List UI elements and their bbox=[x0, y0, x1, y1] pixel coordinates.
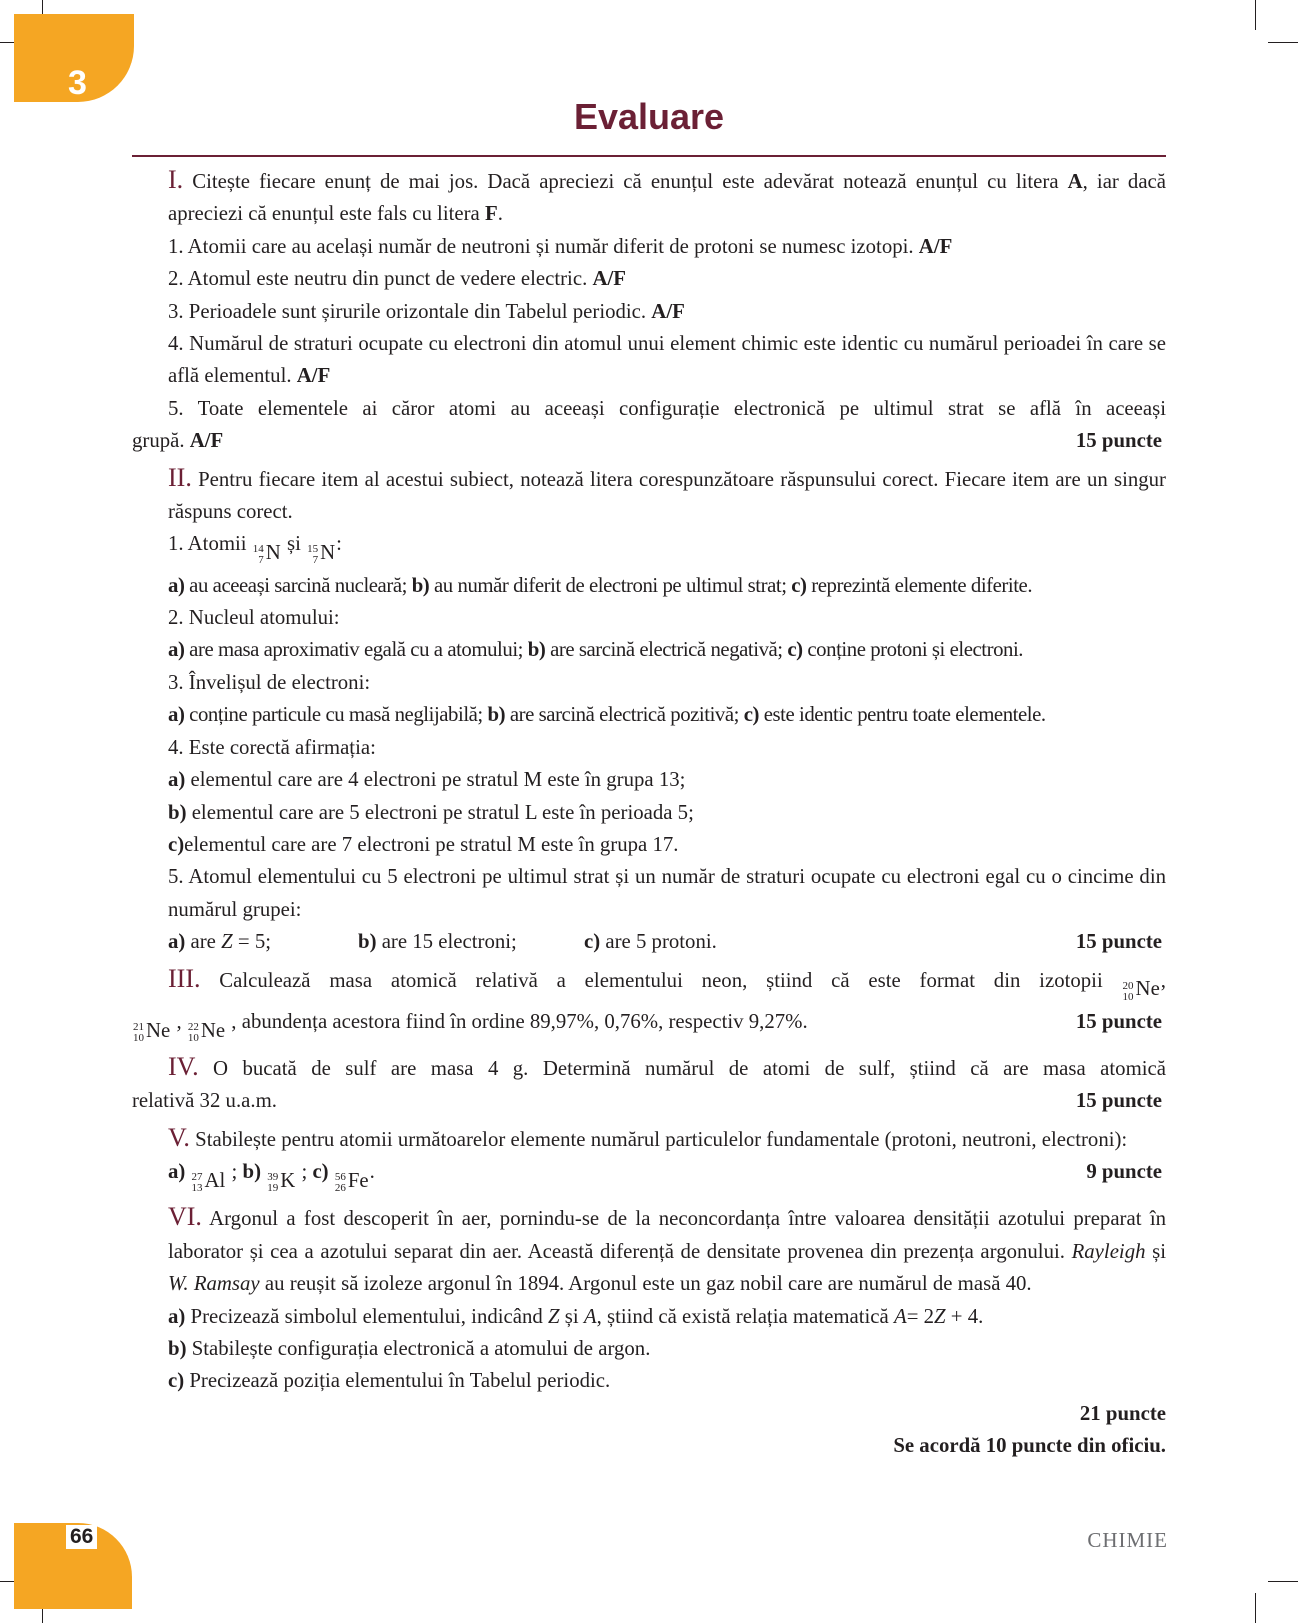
section-6-text: VI. Argonul a fost descoperit în aer, pornindu-se de la neconcordanța între valoarea densității azotului preparat în laborator și cea a azotului separat din aer. Această diferență de densitate provenea din prezența argonului. Rayleigh și W. Ramsay au reușit să izoleze argonul în 1894. Argonul este un gaz nobil care are numărul de masă 40. bbox=[168, 1202, 1166, 1296]
section-2-answers-5: a) are Z = 5; b) are 15 electroni; c) are 5 protoni. 15 puncte bbox=[132, 926, 1166, 958]
section-1-points: 15 puncte bbox=[1075, 429, 1162, 453]
isotope-ne22: 22 10 Ne bbox=[187, 1018, 226, 1044]
section-5-items: a) 27 13 Al ; b) 39 19 K ; c) 56 26 Fe . 9 puncte bbox=[132, 1156, 1166, 1197]
title-rule bbox=[132, 155, 1166, 157]
isotope-fe56: 56 26 Fe bbox=[334, 1168, 369, 1195]
section-1-item-5-end: grupă. A/F 15 puncte bbox=[132, 425, 1166, 457]
section-2-question-1: 1. Atomii 14 7 N și 15 7 N : bbox=[132, 528, 1166, 569]
section-4-text: IV. O bucată de sulf are masa 4 g. Determină numărul de atomi de sulf, știind că are masa atomică bbox=[168, 1051, 1166, 1081]
page-title: Evaluare bbox=[573, 96, 725, 137]
isotope-ne20: 20 10 Ne bbox=[1122, 977, 1160, 1003]
section-1-item: 2. Atomul este neutru din punct de vedere electric. A/F bbox=[168, 267, 626, 291]
evaluation-content bbox=[132, 160, 1166, 1463]
section-2-answers-1: a) au aceeași sarcină nucleară; b) au număr diferit de electroni pe ultimul strat; c) reprezintă elemente diferite. bbox=[168, 573, 1033, 597]
section-6-item-c: c) Precizează poziția elementului în Tabelul periodic. bbox=[168, 1369, 611, 1393]
crop-mark bbox=[1255, 0, 1256, 30]
chapter-number: 3 bbox=[68, 64, 87, 102]
bonus-points-note: Se acordă 10 puncte din oficiu. bbox=[893, 1434, 1166, 1458]
section-5-points: 9 puncte bbox=[1086, 1160, 1162, 1184]
section-2-answer-4c: c)elementul care are 7 electroni pe stratul M este în grupa 17. bbox=[168, 832, 679, 856]
section-2-points: 15 puncte bbox=[1075, 930, 1162, 954]
section-1-item: 1. Atomii care au același număr de neutroni și număr diferit de protoni se numesc izotopi. A/F bbox=[168, 234, 953, 258]
section-2-answers-3: a) conține particule cu masă neglijabilă; b) are sarcină electrică pozitivă; c) este identic pentru toate elementele. bbox=[168, 703, 1046, 727]
section-1-item: 4. Numărul de straturi ocupate cu electroni din atomul unui element chimic este identic cu numărul perioadei în care se află elementul. A/F bbox=[168, 332, 1166, 388]
section-2-numeral: II. bbox=[168, 462, 192, 492]
section-6-item-b: b) Stabilește configurația electronică a atomului de argon. bbox=[168, 1337, 651, 1360]
section-4-text-end: relativă 32 u.a.m. 15 puncte bbox=[132, 1085, 1166, 1117]
isotope-ne21: 21 10 Ne bbox=[133, 1018, 171, 1044]
section-3-points: 15 puncte bbox=[1075, 1009, 1162, 1033]
isotope-n15: 15 7 N bbox=[307, 541, 336, 567]
section-6-points: 21 puncte bbox=[1079, 1401, 1166, 1425]
crop-mark bbox=[1255, 1593, 1256, 1623]
section-5-text: V. Stabilește pentru atomii următoarelor elemente numărul particulelor fundamentale (protoni, neutroni, electroni): bbox=[168, 1122, 1128, 1152]
section-2-answers-2: a) are masa aproximativ egală cu a atomului; b) are sarcină electrică negativă; c) conține protoni și electroni. bbox=[168, 638, 1024, 662]
crop-mark bbox=[1268, 1581, 1298, 1582]
footer-subject: CHIMIE bbox=[1087, 1528, 1168, 1552]
section-1-item: 3. Perioadele sunt șirurile orizontale din Tabelul periodic. A/F bbox=[168, 299, 685, 323]
section-3-numeral: III. bbox=[168, 963, 201, 993]
section-3-text-end: 21 10 Ne , 22 10 Ne , abundența acestora fiind în ordine 89,97%, 0,76%, respectiv 9,27%. 15 puncte bbox=[132, 1006, 1166, 1047]
section-6-numeral: VI. bbox=[168, 1202, 202, 1232]
section-2-answer-4b: b) elementul care are 5 electroni pe stratul L este în perioada 5; bbox=[168, 800, 694, 824]
section-4-numeral: IV. bbox=[168, 1051, 199, 1081]
section-4-points: 15 puncte bbox=[1075, 1089, 1162, 1113]
section-1-item-5: 5. Toate elementele ai căror atomi au aceeași configurație electronică pe ultimul strat se află în aceeași bbox=[168, 396, 1166, 420]
crop-mark bbox=[1268, 42, 1298, 43]
isotope-n14: 14 7 N bbox=[252, 541, 281, 567]
section-2-question-3: 3. Învelișul de electroni: bbox=[168, 670, 371, 694]
isotope-k39: 39 19 K bbox=[267, 1168, 296, 1195]
section-2-question-2: 2. Nucleul atomului: bbox=[168, 606, 340, 630]
section-2-intro: II. Pentru fiecare item al acestui subiect, notează litera corespunzătoare răspunsului corect. Fiecare item are un singur răspuns corect. bbox=[168, 462, 1166, 524]
section-1-numeral: I. bbox=[168, 165, 184, 194]
section-2-answer-4a: a) elementul care are 4 electroni pe stratul M este în grupa 13; bbox=[168, 768, 686, 792]
section-2-question-5: 5. Atomul elementului cu 5 electroni pe ultimul strat și un număr de straturi ocupate cu electroni egal cu o cincime din numărul grupei: bbox=[168, 865, 1166, 921]
section-1-intro: I. Citește fiecare enunț de mai jos. Dacă apreciezi că enunțul este adevărat notează enunțul cu litera A, iar dacă apreciezi că enunțul este fals cu litera F. bbox=[168, 165, 1167, 226]
section-3-text: III. Calculează masa atomică relativă a elementului neon, știind că este format din izotopii 20 10 Ne , bbox=[132, 963, 1166, 1006]
section-2-question-4: 4. Este corectă afirmația: bbox=[168, 735, 376, 759]
section-6-item-a: a) Precizează simbolul elementului, indicând Z și A, știind că există relația matematică A= 2Z + 4. bbox=[168, 1304, 984, 1328]
section-5-numeral: V. bbox=[168, 1122, 190, 1152]
isotope-al27: 27 13 Al bbox=[191, 1168, 226, 1195]
page-number: 66 bbox=[66, 1525, 97, 1549]
